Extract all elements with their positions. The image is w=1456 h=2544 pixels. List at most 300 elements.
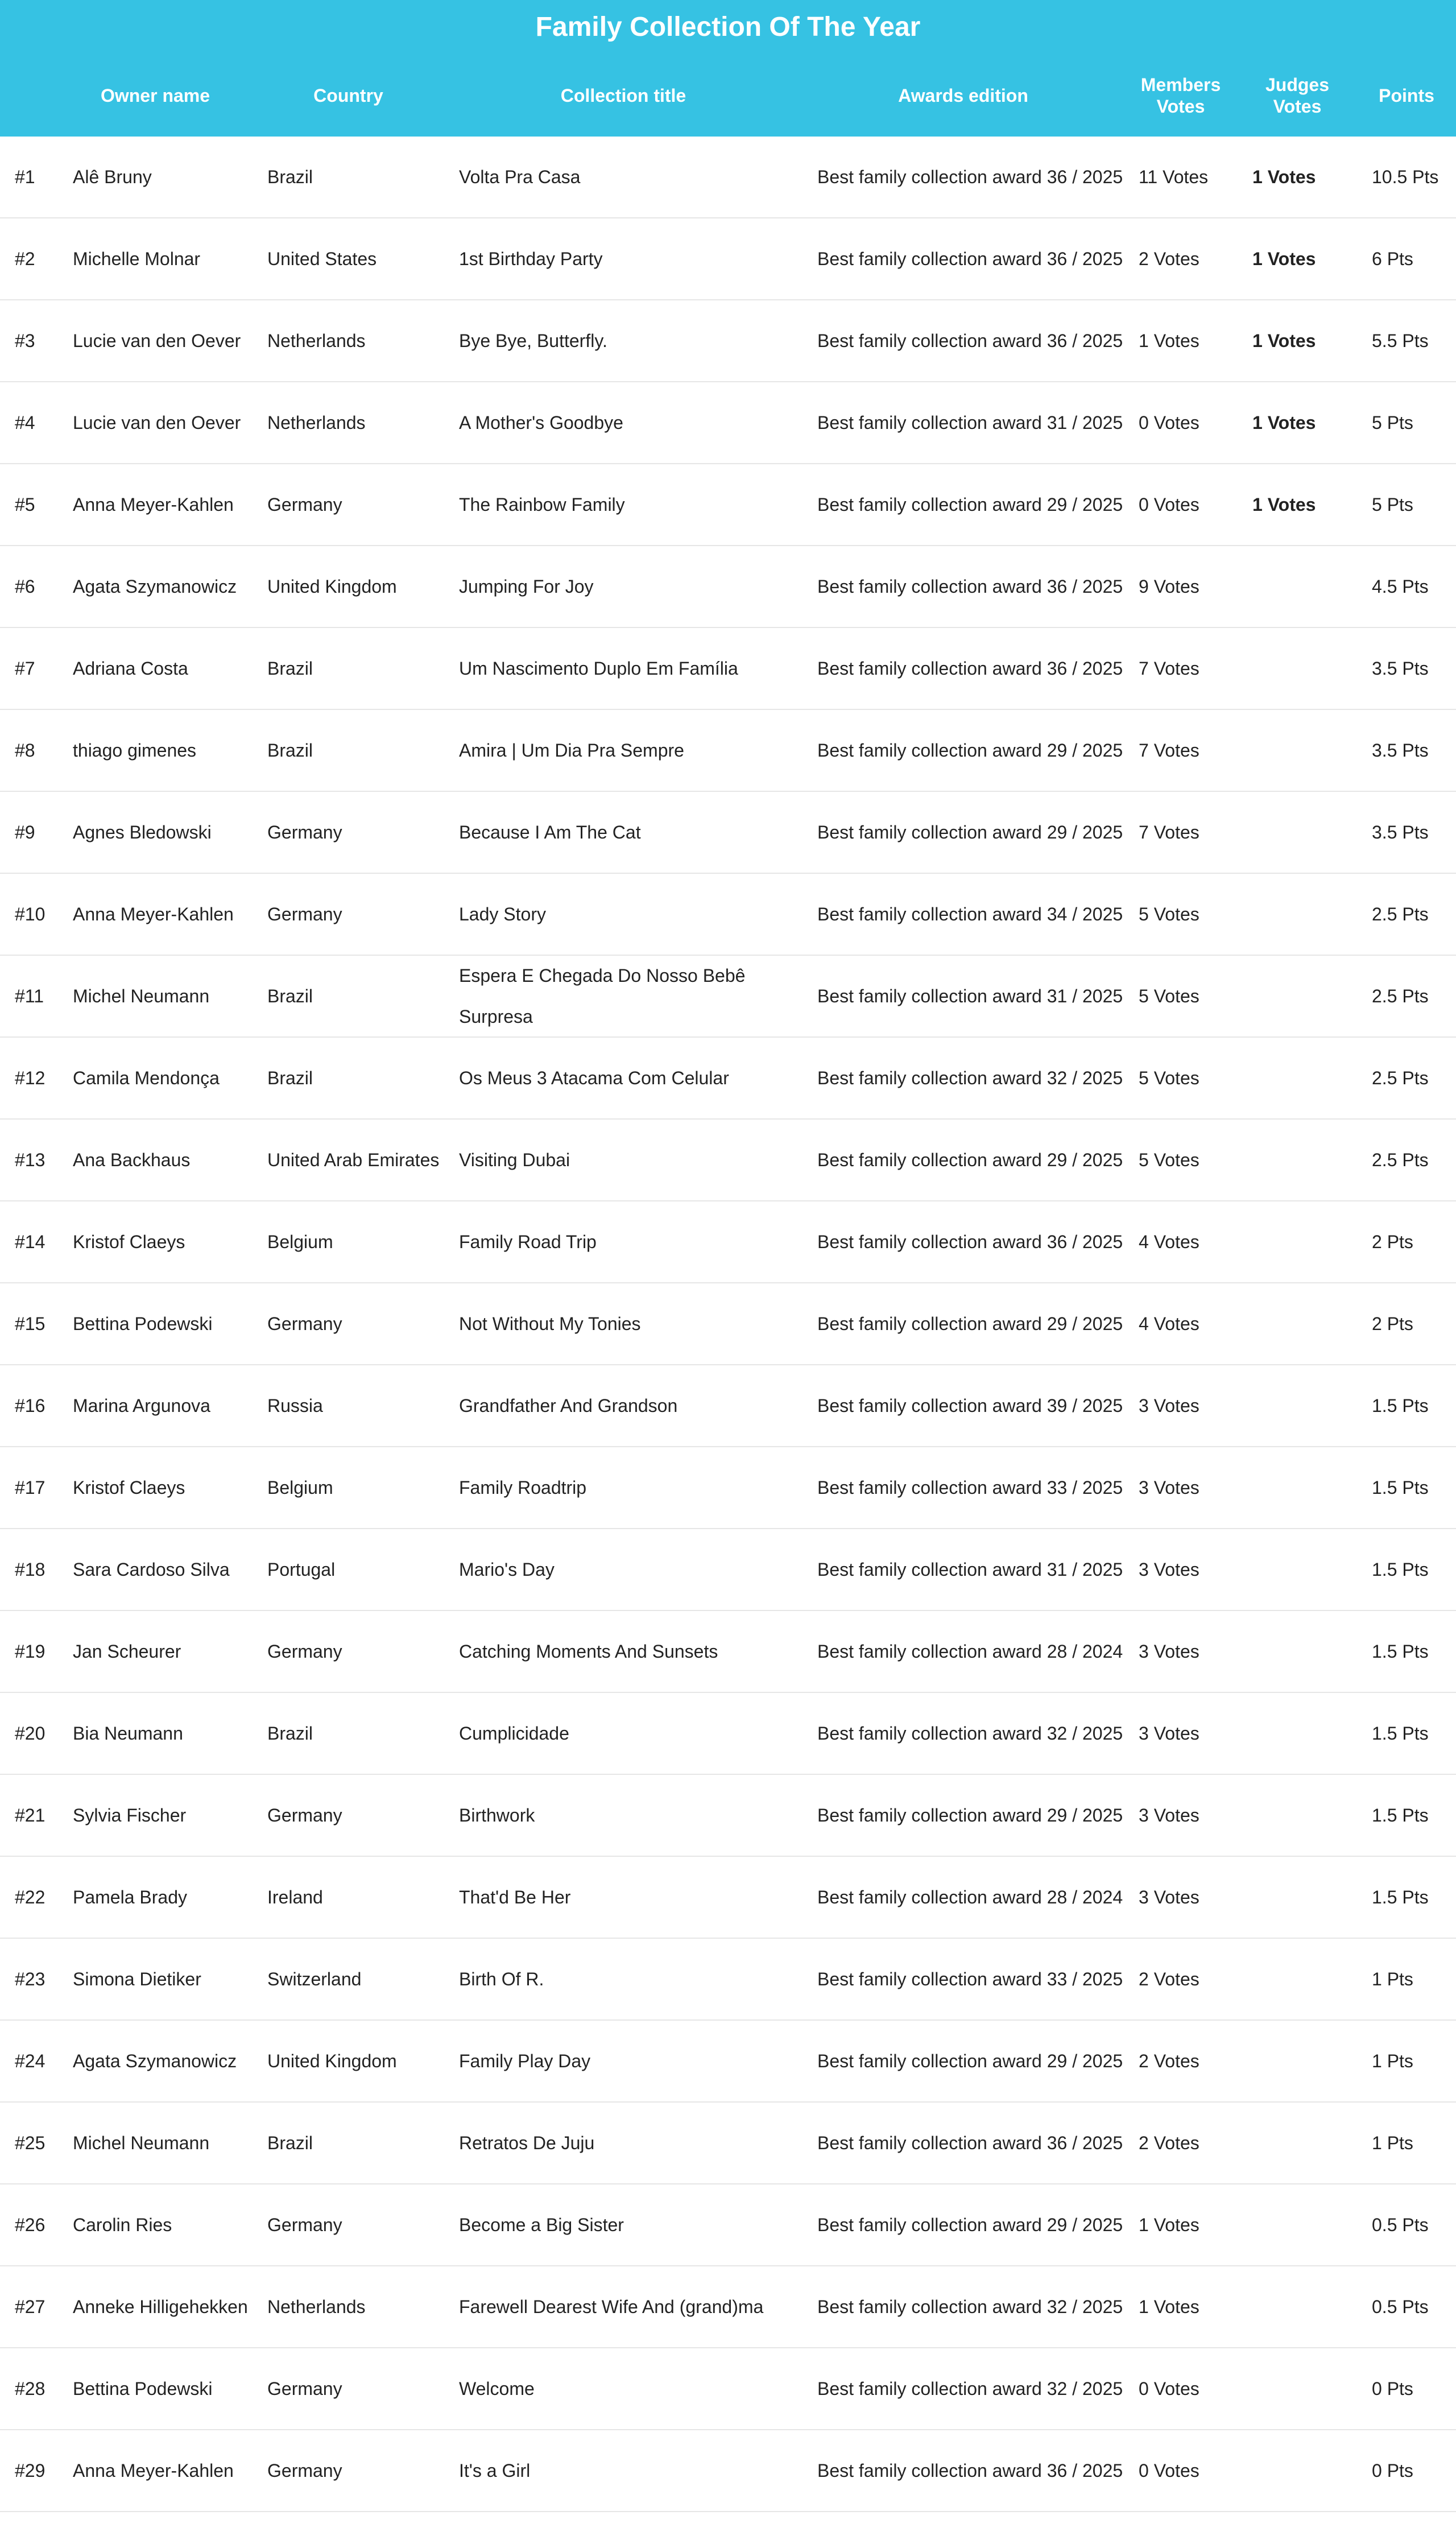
awards-edition-cell	[803, 1857, 1124, 1938]
country-cell	[253, 2021, 444, 2101]
members-votes-cell-text: 3 Votes	[1139, 1723, 1199, 1744]
awards-edition-cell	[803, 792, 1124, 873]
awards-edition-cell-text: Best family collection award 33 / 2025	[817, 1477, 1123, 1498]
awards-edition-cell-text: Best family collection award 36 / 2025	[817, 576, 1123, 597]
rank-cell	[0, 382, 58, 463]
owner-name-cell-text: Kristof Claeys	[73, 1477, 185, 1498]
country-cell-text: Germany	[267, 2460, 342, 2481]
members-votes-cell	[1124, 2103, 1238, 2183]
collection-title-link-text[interactable]: Farewell Dearest Wife And (grand)ma	[459, 2297, 764, 2317]
judges-votes-cell	[1238, 2103, 1357, 2183]
awards-edition-cell	[803, 710, 1124, 791]
awards-edition-cell	[803, 874, 1124, 955]
members-votes-cell	[1124, 300, 1238, 381]
rank-cell	[0, 1201, 58, 1282]
owner-name-cell	[58, 1529, 253, 1610]
judges-votes-cell-text: 1 Votes	[1252, 331, 1316, 351]
collection-title-link[interactable]	[444, 300, 803, 381]
owner-name-cell-text: Anna Meyer-Kahlen	[73, 494, 234, 515]
judges-votes-cell	[1238, 546, 1357, 627]
members-votes-cell	[1124, 1693, 1238, 1774]
members-votes-cell	[1124, 628, 1238, 709]
judges-votes-cell	[1238, 1283, 1357, 1364]
awards-edition-cell	[803, 1447, 1124, 1528]
collection-title-link[interactable]	[444, 2430, 803, 2511]
points-cell-text: 1.5 Pts	[1372, 1477, 1429, 1498]
points-cell	[1357, 1775, 1456, 1856]
collection-title-link[interactable]	[444, 1365, 803, 1446]
collection-title-link-text[interactable]: Catching Moments And Sunsets	[459, 1641, 718, 1662]
rank-cell	[0, 1038, 58, 1118]
points-cell	[1357, 2348, 1456, 2429]
members-votes-cell-text: 0 Votes	[1139, 494, 1199, 515]
owner-name-cell	[58, 874, 253, 955]
members-votes-cell	[1124, 218, 1238, 299]
table-row	[0, 1693, 1456, 1775]
points-cell-text: 5 Pts	[1372, 412, 1413, 433]
rank-cell-text: #11	[15, 986, 44, 1006]
awards-edition-cell-text: Best family collection award 39 / 2025	[817, 1395, 1123, 1416]
rank-cell	[0, 218, 58, 299]
collection-title-link-text[interactable]: Lady Story	[459, 904, 546, 924]
country-cell	[253, 300, 444, 381]
country-cell-text: Germany	[267, 1314, 342, 1334]
owner-name-cell	[58, 628, 253, 709]
points-cell	[1357, 1120, 1456, 1200]
judges-votes-cell	[1238, 1201, 1357, 1282]
collection-title-link[interactable]	[444, 2266, 803, 2347]
awards-edition-cell	[803, 218, 1124, 299]
judges-votes-cell	[1238, 1120, 1357, 1200]
members-votes-cell	[1124, 1529, 1238, 1610]
members-votes-cell	[1124, 874, 1238, 955]
points-cell	[1357, 792, 1456, 873]
collection-title-link[interactable]	[444, 137, 803, 217]
collection-title-link[interactable]	[444, 1611, 803, 1692]
owner-name-cell-text: Lucie van den Oever	[73, 412, 241, 433]
points-cell	[1357, 546, 1456, 627]
collection-title-link[interactable]	[444, 874, 803, 955]
collection-title-link-text[interactable]: That'd Be Her	[459, 1887, 571, 1907]
awards-edition-cell	[803, 2184, 1124, 2265]
members-votes-cell-text: 4 Votes	[1139, 1314, 1199, 1334]
owner-name-cell	[58, 2184, 253, 2265]
owner-name-cell-text: Lucie van den Oever	[73, 331, 241, 351]
judges-votes-cell	[1238, 792, 1357, 873]
members-votes-cell-text: 7 Votes	[1139, 658, 1199, 679]
country-cell	[253, 2266, 444, 2347]
points-cell	[1357, 874, 1456, 955]
table-row	[0, 1775, 1456, 1857]
country-cell-text: Netherlands	[267, 331, 366, 351]
collection-title-link-text[interactable]: A Mother's Goodbye	[459, 412, 623, 433]
owner-name-cell-text: Sara Cardoso Silva	[73, 1559, 230, 1580]
members-votes-cell-text: 5 Votes	[1139, 986, 1199, 1006]
points-cell-text: 2.5 Pts	[1372, 986, 1429, 1006]
owner-name-cell	[58, 1939, 253, 2019]
country-cell	[253, 137, 444, 217]
members-votes-cell-text: 7 Votes	[1139, 822, 1199, 843]
judges-votes-cell	[1238, 300, 1357, 381]
members-votes-cell-text: 2 Votes	[1139, 1969, 1199, 1989]
awards-edition-cell	[803, 300, 1124, 381]
points-cell	[1357, 218, 1456, 299]
owner-name-cell-text: Ana Backhaus	[73, 1150, 191, 1170]
awards-edition-cell-text: Best family collection award 36 / 2025	[817, 331, 1123, 351]
judges-votes-cell	[1238, 218, 1357, 299]
country-cell-text: Germany	[267, 904, 342, 924]
rank-cell	[0, 874, 58, 955]
collection-title-link-text[interactable]: The Rainbow Family	[459, 494, 625, 515]
members-votes-cell-text: 3 Votes	[1139, 1395, 1199, 1416]
members-votes-cell-text: 5 Votes	[1139, 1150, 1199, 1170]
points-cell	[1357, 1447, 1456, 1528]
members-votes-cell-text: 3 Votes	[1139, 1477, 1199, 1498]
rank-cell-text: #3	[15, 331, 35, 351]
awards-edition-cell	[803, 1693, 1124, 1774]
collection-title-link[interactable]	[444, 1447, 803, 1528]
collection-title-link[interactable]	[444, 1529, 803, 1610]
collection-title-link[interactable]	[444, 218, 803, 299]
rank-cell-text: #29	[15, 2460, 46, 2481]
points-cell-text: 6 Pts	[1372, 249, 1413, 269]
members-votes-cell-text: 9 Votes	[1139, 576, 1199, 597]
members-votes-cell-text: 7 Votes	[1139, 740, 1199, 761]
table-row	[0, 1120, 1456, 1201]
collection-title-link[interactable]	[444, 956, 803, 1036]
awards-edition-cell-text: Best family collection award 29 / 2025	[817, 822, 1123, 843]
country-cell	[253, 1447, 444, 1528]
awards-edition-cell	[803, 1775, 1124, 1856]
country-cell-text: Switzerland	[267, 1969, 362, 1989]
awards-edition-cell	[803, 546, 1124, 627]
collection-title-link[interactable]	[444, 546, 803, 627]
collection-title-link-text[interactable]: Cumplicidade	[459, 1723, 569, 1744]
collection-title-link-text[interactable]: Mario's Day	[459, 1559, 555, 1580]
collection-title-link-text[interactable]: Volta Pra Casa	[459, 167, 581, 187]
collection-title-link[interactable]	[444, 2348, 803, 2429]
country-cell	[253, 1611, 444, 1692]
table-row	[0, 300, 1456, 382]
table-row	[0, 2266, 1456, 2348]
collection-title-link[interactable]	[444, 1038, 803, 1118]
awards-edition-cell-text: Best family collection award 28 / 2024	[817, 1641, 1123, 1662]
awards-edition-cell-text: Best family collection award 29 / 2025	[817, 2215, 1123, 2235]
table-row	[0, 2348, 1456, 2430]
table-row	[0, 956, 1456, 1038]
collection-title-link[interactable]	[444, 792, 803, 873]
awards-edition-cell	[803, 382, 1124, 463]
judges-votes-cell	[1238, 956, 1357, 1036]
awards-edition-cell-text: Best family collection award 29 / 2025	[817, 1805, 1123, 1826]
collection-title-link[interactable]	[444, 1775, 803, 1856]
collection-title-link-text[interactable]: Family Roadtrip	[459, 1477, 587, 1498]
table-row	[0, 464, 1456, 546]
country-cell-text: Belgium	[267, 1477, 333, 1498]
collection-title-link-text[interactable]: Not Without My Tonies	[459, 1314, 641, 1334]
owner-name-cell	[58, 218, 253, 299]
rank-cell	[0, 2348, 58, 2429]
table-row	[0, 2430, 1456, 2512]
country-cell-text: Netherlands	[267, 412, 366, 433]
rank-cell-text: #8	[15, 740, 35, 761]
owner-name-cell	[58, 1365, 253, 1446]
collection-title-link[interactable]	[444, 1120, 803, 1200]
rank-cell	[0, 710, 58, 791]
rank-cell	[0, 300, 58, 381]
judges-votes-cell	[1238, 1857, 1357, 1938]
collection-title-link[interactable]	[444, 1693, 803, 1774]
collection-title-link-text[interactable]: Bye Bye, Butterfly.	[459, 331, 607, 351]
awards-edition-cell	[803, 137, 1124, 217]
collection-title-link-text[interactable]: Become a Big Sister	[459, 2215, 624, 2235]
owner-name-cell-text: Agata Szymanowicz	[73, 2051, 237, 2071]
country-cell	[253, 1201, 444, 1282]
collection-title-link-text[interactable]: It's a Girl	[459, 2460, 531, 2481]
points-cell	[1357, 300, 1456, 381]
country-cell	[253, 1283, 444, 1364]
rank-cell	[0, 2184, 58, 2265]
points-cell-text: 1 Pts	[1372, 2051, 1413, 2071]
collection-title-link-text[interactable]: Family Road Trip	[459, 1232, 597, 1252]
awards-edition-cell-text: Best family collection award 32 / 2025	[817, 1068, 1123, 1088]
members-votes-cell-text: 3 Votes	[1139, 1641, 1199, 1662]
points-cell-text: 0.5 Pts	[1372, 2297, 1429, 2317]
collection-title-link-text[interactable]: Jumping For Joy	[459, 576, 594, 597]
country-cell	[253, 1857, 444, 1938]
collection-title-link-text[interactable]: Grandfather And Grandson	[459, 1395, 678, 1416]
awards-edition-cell	[803, 1365, 1124, 1446]
points-cell-text: 1.5 Pts	[1372, 1641, 1429, 1662]
rank-cell	[0, 2266, 58, 2347]
awards-edition-cell-text: Best family collection award 33 / 2025	[817, 1969, 1123, 1989]
points-cell	[1357, 1365, 1456, 1446]
country-cell	[253, 1939, 444, 2019]
collection-title-link-text[interactable]: 1st Birthday Party	[459, 249, 603, 269]
country-cell-text: Ireland	[267, 1887, 323, 1907]
collection-title-link-text[interactable]: Birth Of R.	[459, 1969, 544, 1989]
owner-name-cell	[58, 382, 253, 463]
col-header-members-votes: Members Votes	[1140, 75, 1221, 117]
table-row	[0, 1939, 1456, 2021]
table-row	[0, 628, 1456, 710]
country-cell-text: Brazil	[267, 1723, 313, 1744]
points-cell	[1357, 2430, 1456, 2511]
col-header-rank	[0, 73, 58, 118]
members-votes-cell	[1124, 956, 1238, 1036]
points-cell	[1357, 2103, 1456, 2183]
country-cell-text: Germany	[267, 2378, 342, 2399]
awards-edition-cell	[803, 1283, 1124, 1364]
collection-title-link[interactable]	[444, 1283, 803, 1364]
column-headers	[0, 73, 1456, 118]
table-row	[0, 382, 1456, 464]
owner-name-cell-text: Jan Scheurer	[73, 1641, 181, 1662]
country-cell-text: Germany	[267, 2215, 342, 2235]
points-cell-text: 1.5 Pts	[1372, 1723, 1429, 1744]
members-votes-cell	[1124, 1038, 1238, 1118]
rank-cell	[0, 2430, 58, 2511]
points-cell-text: 0.5 Pts	[1372, 2215, 1429, 2235]
collection-title-link-text[interactable]: Espera E Chegada Do Nosso Bebê Surpresa	[459, 965, 746, 1027]
collection-title-link-text[interactable]: Because I Am The Cat	[459, 822, 641, 843]
owner-name-cell-text: Agata Szymanowicz	[73, 576, 237, 597]
owner-name-cell-text: thiago gimenes	[73, 740, 197, 761]
awards-edition-cell-text: Best family collection award 29 / 2025	[817, 2051, 1123, 2071]
judges-votes-cell	[1238, 2184, 1357, 2265]
points-cell	[1357, 2184, 1456, 2265]
table-row	[0, 1201, 1456, 1283]
members-votes-cell	[1124, 1611, 1238, 1692]
rank-cell	[0, 1775, 58, 1856]
collection-title-link[interactable]	[444, 2103, 803, 2183]
rank-cell-text: #25	[15, 2133, 46, 2153]
collection-title-link[interactable]	[444, 2184, 803, 2265]
rank-cell-text: #21	[15, 1805, 46, 1826]
owner-name-cell-text: Michel Neumann	[73, 986, 210, 1006]
collection-title-link-text[interactable]: Visiting Dubai	[459, 1150, 570, 1170]
rank-cell	[0, 137, 58, 217]
members-votes-cell	[1124, 1365, 1238, 1446]
awards-edition-cell	[803, 956, 1124, 1036]
col-header-points: Points	[1379, 85, 1434, 106]
judges-votes-cell	[1238, 2430, 1357, 2511]
awards-edition-cell	[803, 1120, 1124, 1200]
owner-name-cell-text: Bettina Podewski	[73, 2378, 213, 2399]
members-votes-cell	[1124, 546, 1238, 627]
table-row	[0, 2103, 1456, 2184]
table-row	[0, 2021, 1456, 2103]
owner-name-cell	[58, 1201, 253, 1282]
awards-edition-cell-text: Best family collection award 29 / 2025	[817, 494, 1123, 515]
awards-edition-cell	[803, 2348, 1124, 2429]
members-votes-cell-text: 1 Votes	[1139, 331, 1199, 351]
awards-edition-cell-text: Best family collection award 31 / 2025	[817, 412, 1123, 433]
country-cell-text: Germany	[267, 1641, 342, 1662]
owner-name-cell	[58, 546, 253, 627]
members-votes-cell	[1124, 1775, 1238, 1856]
rank-cell-text: #7	[15, 658, 35, 679]
awards-edition-cell-text: Best family collection award 28 / 2024	[817, 1887, 1123, 1907]
members-votes-cell	[1124, 1857, 1238, 1938]
collection-title-link[interactable]	[444, 628, 803, 709]
owner-name-cell	[58, 137, 253, 217]
judges-votes-cell	[1238, 1939, 1357, 2019]
collection-title-link[interactable]	[444, 464, 803, 545]
owner-name-cell-text: Sylvia Fischer	[73, 1805, 187, 1826]
owner-name-cell	[58, 1775, 253, 1856]
points-cell	[1357, 2021, 1456, 2101]
collection-title-link[interactable]	[444, 2021, 803, 2101]
collection-title-link-text[interactable]: Welcome	[459, 2378, 535, 2399]
awards-edition-cell-text: Best family collection award 36 / 2025	[817, 2133, 1123, 2153]
awards-edition-cell	[803, 628, 1124, 709]
members-votes-cell	[1124, 382, 1238, 463]
judges-votes-cell	[1238, 1447, 1357, 1528]
collection-title-link-text[interactable]: Family Play Day	[459, 2051, 591, 2071]
members-votes-cell-text: 5 Votes	[1139, 1068, 1199, 1088]
points-cell	[1357, 1038, 1456, 1118]
points-cell-text: 1 Pts	[1372, 1969, 1413, 1989]
judges-votes-cell-text: 1 Votes	[1252, 167, 1316, 187]
judges-votes-cell	[1238, 2348, 1357, 2429]
members-votes-cell-text: 3 Votes	[1139, 1805, 1199, 1826]
members-votes-cell	[1124, 1283, 1238, 1364]
points-cell	[1357, 1529, 1456, 1610]
points-cell-text: 2.5 Pts	[1372, 1068, 1429, 1088]
members-votes-cell-text: 11 Votes	[1139, 167, 1209, 187]
country-cell-text: Brazil	[267, 2133, 313, 2153]
judges-votes-cell	[1238, 1693, 1357, 1774]
awards-edition-cell	[803, 1529, 1124, 1610]
awards-edition-cell	[803, 1038, 1124, 1118]
owner-name-cell-text: Alê Bruny	[73, 167, 152, 187]
collection-title-link-text[interactable]: Retratos De Juju	[459, 2133, 595, 2153]
collection-title-link[interactable]	[444, 1939, 803, 2019]
table-row	[0, 546, 1456, 628]
rank-cell	[0, 1365, 58, 1446]
awards-edition-cell	[803, 1939, 1124, 2019]
country-cell	[253, 546, 444, 627]
awards-edition-cell	[803, 464, 1124, 545]
country-cell-text: Belgium	[267, 1232, 333, 1252]
points-cell-text: 2 Pts	[1372, 1232, 1413, 1252]
awards-edition-cell	[803, 2103, 1124, 2183]
members-votes-cell-text: 4 Votes	[1139, 1232, 1199, 1252]
collection-title-link[interactable]	[444, 1857, 803, 1938]
table-header	[0, 0, 1456, 137]
country-cell-text: United Arab Emirates	[267, 1150, 440, 1170]
awards-edition-cell-text: Best family collection award 36 / 2025	[817, 2460, 1123, 2481]
members-votes-cell-text: 0 Votes	[1139, 2460, 1199, 2481]
collection-title-link-text[interactable]: Os Meus 3 Atacama Com Celular	[459, 1068, 729, 1088]
members-votes-cell	[1124, 137, 1238, 217]
owner-name-cell	[58, 1120, 253, 1200]
country-cell	[253, 628, 444, 709]
rank-cell	[0, 1611, 58, 1692]
members-votes-cell-text: 1 Votes	[1139, 2215, 1199, 2235]
rank-cell	[0, 2021, 58, 2101]
ranking-table-body	[0, 137, 1456, 2512]
collection-title-link-text[interactable]: Birthwork	[459, 1805, 535, 1826]
owner-name-cell-text: Marina Argunova	[73, 1395, 210, 1416]
points-cell-text: 3.5 Pts	[1372, 658, 1429, 679]
rank-cell	[0, 1693, 58, 1774]
owner-name-cell	[58, 792, 253, 873]
owner-name-cell-text: Anneke Hilligehekken	[73, 2297, 248, 2317]
members-votes-cell	[1124, 1120, 1238, 1200]
collection-title-link[interactable]	[444, 710, 803, 791]
judges-votes-cell	[1238, 628, 1357, 709]
rank-cell-text: #2	[15, 249, 35, 269]
collection-title-link[interactable]	[444, 1201, 803, 1282]
members-votes-cell-text: 3 Votes	[1139, 1887, 1199, 1907]
awards-edition-cell	[803, 2021, 1124, 2101]
country-cell-text: Germany	[267, 494, 342, 515]
points-cell	[1357, 1201, 1456, 1282]
country-cell-text: United Kingdom	[267, 2051, 397, 2071]
collection-title-link-text[interactable]: Um Nascimento Duplo Em Família	[459, 658, 738, 679]
points-cell-text: 2.5 Pts	[1372, 904, 1429, 924]
collection-title-link-text[interactable]: Amira | Um Dia Pra Sempre	[459, 740, 684, 761]
points-cell-text: 1 Pts	[1372, 2133, 1413, 2153]
judges-votes-cell	[1238, 874, 1357, 955]
members-votes-cell	[1124, 1939, 1238, 2019]
collection-title-link[interactable]	[444, 382, 803, 463]
judges-votes-cell-text: 1 Votes	[1252, 249, 1316, 269]
rank-cell-text: #20	[15, 1723, 46, 1744]
members-votes-cell-text: 2 Votes	[1139, 2133, 1199, 2153]
